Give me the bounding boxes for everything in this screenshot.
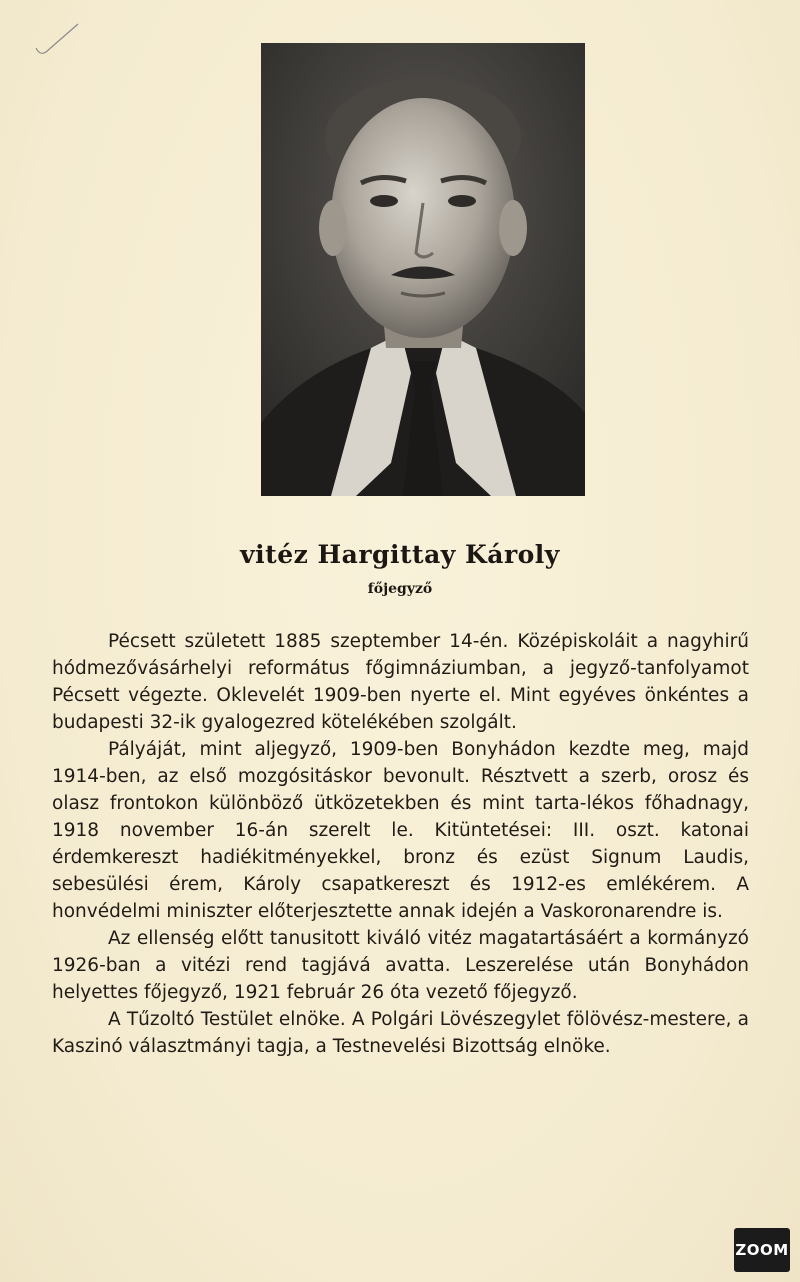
paragraph: Pályáját, mint aljegyző, 1909-ben Bonyhádon kezdte meg, majd 1914-ben, az első mozgósitáskor bevonult. Résztvett a szerb, orosz és olasz frontokon különböző ütközetekben és mint tarta-lékos főhadnagy, 1918 november 16-án szerelt le. Kitüntetései: III. oszt. katonai érdemkereszt hadiékitményekkel, bronz és ezüst Signum Laudis, sebesülési érem, Károly csapatkereszt és 1912-es emlékérem. A honvédelmi miniszter előterjesztette annak idején a Vaskoronarendre is. bbox=[52, 739, 749, 922]
pencil-mark-icon bbox=[30, 18, 90, 68]
paragraph: Az ellenség előtt tanusitott kiváló vitéz magatartásáért a kormányzó 1926-ban a vitézi rend tagjává avatta. Leszerelése után Bonyhádon helyettes főjegyző, 1921 február 26 óta vezető főjegyző. bbox=[52, 928, 749, 1003]
zoom-logo[interactable]: ZOOM bbox=[734, 1228, 790, 1272]
paragraph: Pécsett született 1885 szeptember 14-én. Középiskoláit a nagyhirű hódmezővásárhelyi református főgimnáziumban, a jegyző-tanfolyamot Pécsett végezte. Oklevelét 1909-ben nyerte el. Mint egyéves önkéntes a budapesti 32-ik gyalogezred kötelékében szolgált. bbox=[52, 631, 749, 733]
person-name: vitéz Hargittay Károly bbox=[240, 540, 560, 569]
paragraph: A Tűzoltó Testület elnöke. A Polgári Lövészegylet fölövész-mestere, a Kaszinó választmányi tagja, a Testnevelési Bizottság elnöke. bbox=[52, 1009, 749, 1057]
person-role: főjegyző bbox=[367, 581, 433, 597]
biography-text bbox=[52, 628, 749, 1060]
portrait-photo bbox=[261, 43, 585, 496]
portrait-photo-icon bbox=[261, 43, 585, 496]
